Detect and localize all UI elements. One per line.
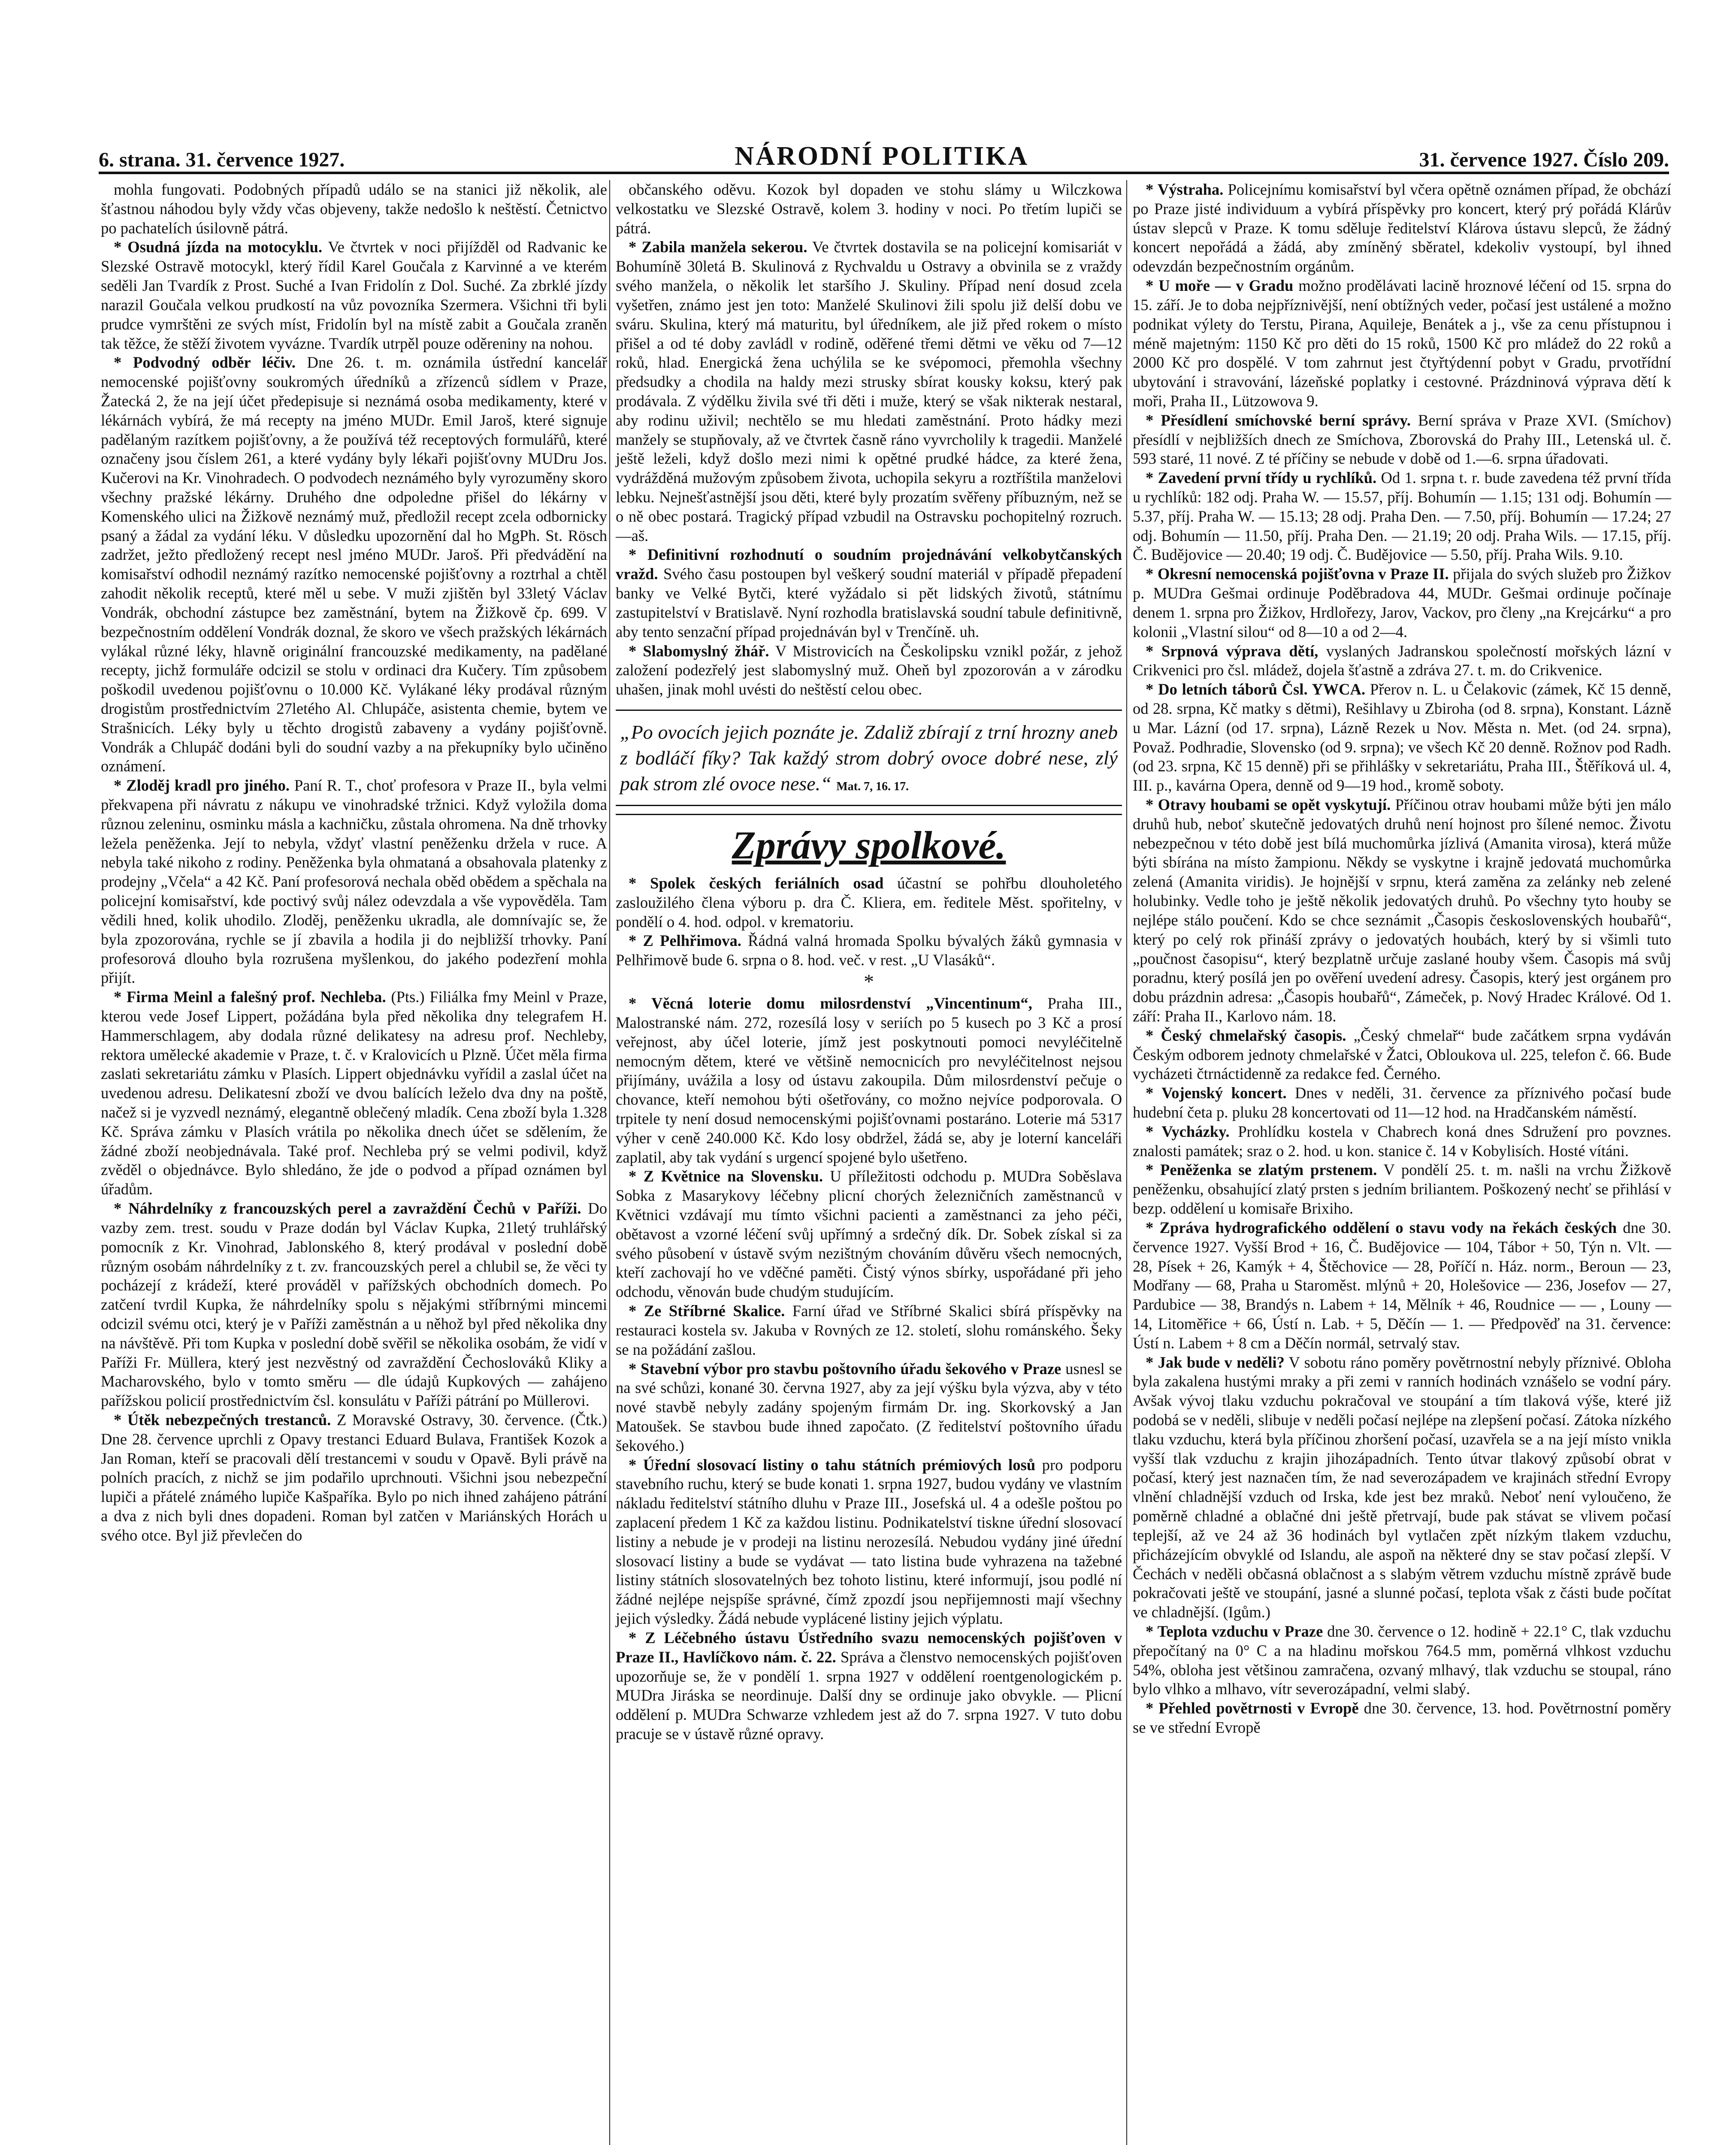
article [616, 238, 1122, 545]
article-heading: * Firma Meinl a falešný prof. Nechleba. [114, 988, 386, 1006]
bible-quote-box [616, 710, 1122, 806]
article-heading: * Z Květnice na Slovensku. [629, 1167, 823, 1185]
article [1133, 1699, 1671, 1737]
article-heading: * Osudná jízda na motocyklu. [114, 238, 322, 256]
paper-name: NÁRODNÍ POLITIKA [735, 142, 1029, 171]
article-heading: * Vojenský koncert. [1146, 1084, 1287, 1102]
article-heading: * Z Pelhřimova. [629, 932, 741, 950]
article-heading: * Zabila manžela sekerou. [629, 238, 808, 256]
column-2 [616, 180, 1122, 2145]
article-heading: * Výstraha. [1146, 181, 1224, 198]
article-heading: * Peněženka se zlatým prstenem. [1146, 1161, 1377, 1179]
article-heading: * Stavební výbor pro stavbu poštovního úřadu šekového v Praze [629, 1360, 1062, 1378]
article-heading: * Útěk nebezpečných trestanců. [114, 1411, 331, 1429]
article-text: Správa a členstvo nemocenských pojišťoven upozorňuje se, že v pondělí 1. srpna 1927 v oddělení roentgenologickém p. MUDra Jiráska se neordinuje. Další dny se ordinuje jako obvykle. — Plicní oddělení p. MUDra Schwarze vzhledem jest až do 7. srpna 1927. V tuto dobu pracuje se v ústavě různé opravy. [616, 1648, 1122, 1743]
article-text: V sobotu ráno poměry povětrnostní nebyly příznivé. Obloha byla zakalena hustými mraky a při zemi v ranních hodinách vznášelo se vodní páry. Avšak vývoj tlaku vzduchu pokračoval ve stoupání a tím tlaková výše, které již podobá se v neděli, slibuje v neděli počasí nejlépe na zlepšení počasí. Zátoka nízkého tlaku vzduchu, která byla příčinou zhoršení počasí, uzavřela se a na její místo vnikla vyšší tlak vzduchu z krajin jihozápadních. Tento útvar tlakový způsobí obrat v počasí, který jest naznačen tím, že nad severozápadem ve krajinách střední Evropy vlnění chladnější vzduch od Irska, kde jest bez mraků. Neboť není vyloučeno, že poměrně chladné a oblačné dni ještě přetrvají, bude pak stávat se vlivem počasí teplejší, až ve 24 až 36 hodinách byl vytlačen zpět nízkým tlakem vzduchu, přicházejícím obvyklé od Islandu, ale aspoň na některé dny se stav počasí zlepší. V Čechách v neděli občasná oblačnost a s slabým větrem vzduchu místně zprávě bude pokračovati ještě ve stoupání, jasné a slunné počasí, teplota však z části bude počítat ve chladnější. (Igům.) [1133, 1353, 1671, 1621]
article [1133, 276, 1671, 411]
article [1133, 1353, 1671, 1622]
article-text: Příčinou otrav houbami může býti jen málo druhů hub, neboť skutečně jedovatých druhů není hojnost pro šílené nemoc. Životu nebezpečnou v této době jest bílá muchomůrka jízlivá (Amanita virosa), která může býti sbírána na místo žampionu. Někdy se vyskytne i krajně jedovatá muchomůrka zelená (Amanita viridis). Je hojnější v srpnu, která zaměna za zelánky neb zelené holubinky. Vedle toho je ještě několik jedovatých druhů. Po všechny tyto houby se nejlépe stálo poučení. Kdo se chce seznámit „Časopis československých houbařů“, který po celý rok přináší zprávy o jedovatých houbách, který by si všimli tuto „poučnost časopisu“, který bezplatně určuje zaslané houby všem. Časopis má svůj poradnu, který posílá jen po ověření uvedení adresy. Časopis, který jest orgánem pro dobu prázdnin adresa: „Časopis houbařů“, Zámeček, p. Nový Hradec Králové. Od 1. září: Praha II., Karlovo nám. 18. [1133, 796, 1671, 1025]
article-text: Přerov n. L. u Čelakovic (zámek, Kč 15 denně, od 28. srpna, Kč matky s dětmi), Rešihlavy u Zbiroha (od 8. srpna), Konstant. Lázně u Mar. Lázní (od 17. srpna), Lázně Rezek u Nov. Města n. Met. (od 24. srpna), Považ. Podhradie, Slovensko (od 9. srpna); ve všech Kč 20 denně. Rožnov pod Radh. (od 23. srpna, Kč 15 denně) při se přihlášky v sekretariátu, Praha III., Štěříková ul. 4, III. p., kavárna Opera, denně od 9—19 hod., kromě soboty. [1133, 680, 1671, 795]
article-heading: * Ze Stříbrné Skalice. [629, 1302, 785, 1320]
article [1133, 1622, 1671, 1699]
article-text: Od 1. srpna t. r. bude zavedena též první třída u rychlíků: 182 odj. Praha W. — 15.57, příj. Bohumín — 1.15; 131 odj. Bohumín — 5.37, příj. Praha W. — 15.13; 28 odj. Praha Den. — 7.50, příj. Bohumín — 17.24; 27 odj. Bohumín — 11.50, příj. Praha Den. — 21.19; 20 odj. Praha Wils. — 17.15, příj. Č. Budějovice — 20.40; 19 odj. Č. Budějovice — 5.50, příj. Praha Wils. 9.10. [1133, 469, 1671, 564]
article-heading: * Slabomyslný žhář. [629, 642, 769, 660]
page-label: 6. strana. 31. července 1927. [99, 148, 345, 171]
article [101, 776, 607, 988]
article [1133, 642, 1671, 680]
article-text: usnesl se na své schůzi, konané 30. června 1927, aby za její výšku byla výzva, aby v této nové stavbě nebyly zadány spojeným firmám Dr. ing. Skorkovský a Jan Matoušek. Se stavbou bude ihned započato. (Z ředitelství poštovního úřadu šekového.) [616, 1360, 1122, 1454]
article-heading: * Zavedení první třídy u rychlíků. [1146, 469, 1377, 487]
article [616, 1456, 1122, 1628]
article-text: Paní R. T., choť profesora v Praze II., byla velmi překvapena při návratu z nákupu ve vinohradské tržnici. Když vyložila doma různou zeleninu, osminku másla a kachničku, zůstala ohromena. Na dně trhovky ležela peněženka. Její to nebyla, vždyť vlastní peněženku držela v ruce. A nebyla také nikoho z rodiny. Peněženka byla ohmataná a obsahovala platenky z prodejny „Včela“ a 42 Kč. Paní profesorová nechala oběd obědem a spěchala na policejní komisařství, kde poctivý svůj nález odevzdala a vše vypověděla. Tam vědili hned, kolik uhodilo. Zloděj, peněženku ukradla, ale domnívajíc se, že byla zpozorována, rychle se jí zbavila a hodila ji do nejbližší trhovky. Paní profesorová dlouho byla rozrušena myšlenkou, do jakého podezření mohla přijít. [101, 776, 607, 987]
article [616, 994, 1122, 1167]
article [1133, 1084, 1671, 1122]
article [1133, 1026, 1671, 1084]
article [1133, 565, 1671, 641]
article-text: Dne 26. t. m. oznámila ústřední kancelář nemocenské pojišťovny soukromých úředníků a zřízenců sídlem v Praze, Žatecká 2, že na její účet předepisuje si neznámá osoba medikamenty, které v lékárnách vybírá, že má recepty na jméno MUDr. Emil Jaroš, které signuje padělaným razítkem pojišťovny, a že používá též receptových formulářů, které označeny jsou číslem 261, a které vydány byly lékaři pojišťovny MUDru Jos. Kučerovi na Kr. Vinohradech. O podvodech neznámého byly vyrozuměny skoro všechny pražské lékárny. Druhého dne odpoledne přišel do lékárny v Komenského ulici na Žižkově neznámý muž, předložil recept zcela odbornicky psaný a žádal za vydání léku. V důsledku upozornění dal ho MgPh. St. Rösch zadržet, ježto předložený recept nesl jméno MUDr. Jaroš. Při předvádění na komisařství odhodil neznámý razítko nemocenské pojišťovny a roztrhal a chtěl zahodit několik receptů, které měl u sebe. V muži zjištěn byl 33letý Václav Vondrák, obchodní zástupce bez zaměstnání, bytem na Žižkově čp. 699. V bezpečnostním oddělení Vondrák doznal, že skoro ve všech pražských lékárnách vylákal různé léky, hlavně originální francouzské medikamenty, na padělané recepty, jichž formuláře odcizil se stolu v ordinaci dra Kučery. Tím způsobem poškodil uvedenou pojišťovnu o 10.000 Kč. Vylákané léky prodával různým drogistům prostřednictvím 27letého Al. Chlupáče, asistenta chemie, bytem ve Strašnicích. Léky byly u těchto drogistů zabaveny a vydány pojišťovně. Vondrák a Chlupáč dodáni byli do soudní vazby a na překupníky bylo učiněno oznámení. [101, 353, 608, 775]
article-text: V pondělí 25. t. m. našli na vrchu Žižkově peněženku, obsahující zlatý prsten s jedním briliantem. Poškozený nechť se přihlásí v bezp. oddělení u komisaře Brixiho. [1133, 1161, 1671, 1218]
article-text: vyslaných Jadranskou společností mořských lázní v Crikvenici pro čsl. mládež, dojela šťastně a zdráva 27. t. m. do Crikvenice. [1133, 642, 1671, 679]
column-3 [1133, 180, 1671, 2145]
article [101, 353, 607, 776]
article-heading: * Věcná loterie domu milosrdenství „Vincentinum“, [629, 994, 1032, 1012]
article-text: možno prodělávati lacině hroznové léčení od 15. srpna do 15. září. Je to doba nejpříznivější, není obtížných veder, počasí jest ustálené a možno podnikat výlety do Terstu, Pirana, Aquileje, Benátek a j., vše za cenu přístupnou i méně majetným: 1150 Kč pro děti do 15 roků, 1500 Kč pro mládež do 22 roků a 2000 Kč pro dospělé. V tom zahrnut jest čtyřtýdenní pobyt v Gradu, prvotřídní ubytování i stravování, lázeňské poplatky i cestovné. Prázdninová výprava dětí k moři, Praha II., Lützowova 9. [1133, 277, 1671, 410]
article-heading: * Okresní nemocenská pojišťovna v Praze II. [1146, 565, 1449, 583]
article [101, 180, 607, 238]
article-text: Ve čtvrtek v noci přijížděl od Radvanic ke Slezské Ostravě motocykl, který řídil Karel Goučala z Karvinné a ve kterém seděli Jan Tvardík z Prost. Suché a Ivan Fridolín z Dol. Suché. Za zbrklé jízdy narazil Goučala velkou prudkostí na vůz povozníka Szermera. Všichni tři byli prudce vymrštěni ze svých míst, Fridolín byl na místě zabit a Goučala zraněn tak těžce, že stěží životem vyvázne. Tvardík utrpěl pouze oděreniny na nohou. [101, 238, 607, 352]
article-text: Berní správa v Praze XVI. (Smíchov) přesídlí v nejbližších dnech ze Smíchova, Zborovská do Prahy III., Letenská ul. č. 593 staré, 11 nové. Z té příčiny se nebude v době od 1.—6. srpna úřadovati. [1133, 411, 1671, 468]
article-heading: * Úřední slosovací listiny o tahu státních prémiových losů [629, 1456, 1036, 1474]
article-heading: * Zloděj kradl pro jiného. [114, 776, 290, 795]
article [1133, 795, 1671, 1026]
article-text: Farní úřad ve Stříbrné Skalici sbírá příspěvky na restauraci kostela sv. Jakuba v Rovných ze 12. století, slohu románského. Šeky se na požádání zašlou. [616, 1302, 1122, 1358]
article-text: dne 30. července, 13. hod. Povětrnostní poměry se ve střední Evropě [1133, 1699, 1671, 1736]
article [616, 1167, 1122, 1302]
quote-text: „Po ovocích jejich poznáte je. Zdaliž zbírají z trní hrozny aneb z bodláčí fíky? Tak každý strom dobrý ovoce dobré nese, zlý pak strom zlé ovoce nese.“ [620, 721, 1118, 795]
article-heading: * Otravy houbami se opět vyskytují. [1146, 796, 1391, 813]
article [616, 180, 1122, 238]
article-heading: * Teplota vzduchu v Praze [1146, 1622, 1323, 1640]
article [1133, 1160, 1671, 1218]
article-heading: * Náhrdelníky z francouzských perel a zavraždění Čechů v Paříži. [114, 1199, 581, 1218]
article-text: Ve čtvrtek dostavila se na policejní komisariát v Bohumíně 30letá B. Skulinová z Rychvaldu u Ostravy a obvinila se z vraždy svého manžela, o několik let staršího J. Skuliny. Případ není dosud zcela vyšetřen, známo jest jen toto: Manželé Skulinovi žili spolu již delší dobu ve sváru. Skulina, který má maturitu, byl úředníkem, ale již před rokem o místo přišel a od té doby zavládl v rodině, oděřené třemi dětmi ve věku od 7—12 roků, hlad. Energická žena uchýlila se ke svépomoci, přemohla všechny předsudky a chodila na haldy mezi strusky sbírat kousky koksu, který pak prodávala. Z výdělku živila své tři děti i muže, který se však nikterak nestaral, aby rodinu uživil; nechtělo se mu hledati zaměstnání. Proto hádky mezi manžely se stupňovaly, až ve čtvrtek časně ráno vyvrcholily k tragedii. Manželé ještě leželi, když došlo mezi nimi k opětné prudké hádce, za které žena, vydrážděná mužovým způsobem života, uchopila sekyru a roztříštila manželovi lebku. Nejnešťastnější jsou děti, které byly prozatím svěřeny příbuzným, než se o ně obec postará. Tragický případ vzbudil na Ostravsku pochopitelný rozruch. —aš. [616, 238, 1122, 544]
section-title: Zprávy spolkové. [616, 814, 1122, 870]
article [616, 1302, 1122, 1359]
article-heading: * Spolek českých feriálních osad [629, 874, 884, 892]
article [1133, 1122, 1671, 1161]
article-text: Do vazby zem. trest. soudu v Praze dodán byl Václav Kupka, 21letý truhlářský pomocník z Kr. Vinohrad, Jablonského 8, který prodával v poslední době různým osobám náhrdelníky z t. zv. francouzských perel a chlubil se, že věci ty pocházejí z krádeží, které prováděl v pařížských obchodních domech. Po zatčení tvrdil Kupka, že náhrdelníky spolu s nějakými stříbrnými mincemi odcizil svému otci, který je v Paříži zaměstnán a u něhož byl před několika dny na návštěvě. Při tom Kupka v poslední době svěřil se několika osobám, že vidí v Paříži Fr. Müllera, který jest nezvěstný od zavraždění Čechoslováků Kliky a Macharovského, bylo v tomto směru — dle údajů Kupkových — zahájeno pařížskou policií prostřednictvím čsl. konsulátu v Paříži pátrání po Müllerovi. [101, 1199, 607, 1410]
article-text: Řádná valná hromada Spolku bývalých žáků gymnasia v Pelhřimově bude 6. srpna o 8. hod. več. v rest. „U Vlasáků“. [616, 932, 1122, 969]
article-heading: * Český chmelařský časopis. [1146, 1026, 1346, 1044]
article [101, 1411, 607, 1545]
article [1133, 680, 1671, 795]
article-text: V Mistrovicích na Českolipsku vznikl požár, z jehož založení podezřelý jest slabomyslný muž. Oheň byl zpozorován a v zárodku uhašen, jinak mohl uvésti do neštěstí celou obec. [616, 642, 1122, 698]
article-heading: * Zpráva hydrografického oddělení o stavu vody na řekách českých [1146, 1218, 1617, 1236]
article-heading: * Přehled povětrnosti v Evropě [1146, 1699, 1359, 1717]
masthead [99, 142, 1669, 174]
article [101, 238, 607, 353]
article [101, 988, 607, 1199]
column-divider [609, 180, 610, 2145]
article [616, 1360, 1122, 1456]
article-heading: * U moře — v Gradu [1146, 277, 1294, 295]
article [101, 1199, 607, 1411]
article-text: U příležitosti odchodu p. MUDra Soběslava Sobka z Masarykovy léčebny plicní chorých železničních zaměstnanců v Květnici vzdávají mu tímto všichni pacienti a zaměstnanci za jeho péči, obětavost a vzorné léčení svůj upřímný a srdečný dík. Dr. Sobek získal si za svého působení v ústavě svým nezištným chováním důvěru všech nemocných, kteří zachovají ho ve vděčné paměti. Čistý výnos sbírky, uspořádané při jeho odchodu, věnován bude chudým studujícím. [616, 1167, 1122, 1301]
article-text: mohla fungovati. Podobných případů událo se na stanici již několik, ale šťastnou náhodou byly vždy včas objeveny, takže nedošlo k neštěstí. Četnictvo po pachatelích úsilovně pátrá. [101, 181, 607, 237]
article-text: dne 30. července o 12. hodině + 22.1° C, tlak vzduchu přepočítaný na 0° C a na hladinu mořskou 764.5 mm, poměrná vlhkost vzduchu 54%, obloha jest většinou zamračena, ozvaný mlhavý, tlak vzduchu se stoupal, ráno bylo vlhko a mlhavo, vítr severozápadní, velmi slabý. [1133, 1622, 1671, 1698]
article-heading: * Podvodný odběr léčiv. [114, 353, 296, 372]
article-text: dne 30. července 1927. Vyšší Brod + 16, Č. Budějovice — 104, Tábor + 50, Týn n. Vlt. — 28, Písek + 26, Kamýk + 4, Štěchovice — 28, Poříčí n. Ház. norm., Beroun — 23, Modřany — 68, Praha u Staroměst. mlýnů + 20, Holešovice — 236, Josefov — 27, Pardubice — 38, Brandýs n. Labem + 14, Mělník + 46, Roudnice — — , Louny — 14, Litoměřice + 66, Ústí n. Lab. + 5, Děčín — 1. — Předpověď na 31. července: Ústí n. Labem + 8 cm a Děčín normál, setrvalý stav. [1133, 1218, 1671, 1352]
article-text: přijala do svých služeb pro Žižkov p. MUDra Gešmai ordinuje Poděbradova 44, MUDr. Gešmai ordinuje počínaje denem 1. srpna pro Žižkov, Hrdlořezy, Jarov, Vackov, pro členy „na Krejcárku“ a pro kolonii „Vlastní silou“ od 8—10 a od 2—4. [1133, 565, 1671, 640]
article-heading: * Vycházky. [1146, 1122, 1230, 1140]
article-heading: * Přesídlení smíchovské berní správy. [1146, 411, 1411, 429]
article-text: pro podporu stavebního ruchu, který se bude konati 1. srpna 1927, budou vydány ve vlastním nákladu ředitelství státního dluhu v Praze III., Josefská ul. 4 a odešle poštou po zaplacení předem 1 Kč za každou listinu. Podnikatelství tiskne úřední slosovací listiny a nebude je v prodeji na listinu nerozesílá. Nebudou vydány jiné úřední slosovací listiny a bude se vydávat — tato listina bude vyhrazena na tažebné listiny státních slosovatelných bez tohoto listinu, které informují, jsou podlé ní žádné nejlépe nejspíše správné, čímž zpozdí jsou nepřijemnosti mají všechny jejich výsledky. Žádá nebude vyplácené listiny jejich výplatu. [616, 1456, 1122, 1628]
article-text: Svého času postoupen byl veškerý soudní materiál v případě přepadení banky ve Velké Bytči, které vyžádalo si pět lidských životů, státnímu zastupitelství v Bratislavě. Nyní rozhodla bratislavská soudní tabule definitivně, aby tento senzační případ projednáván byl v Trenčíně. uh. [616, 565, 1122, 640]
article-text: Z Moravské Ostravy, 30. července. (Čtk.) Dne 28. července uprchli z Opavy trestanci Eduard Bulava, František Kozok a Jan Roman, kteří se pracovali dělí trestancemi v soudu v Opavě. Byli právě na polních pracích, z nichž se jim podařilo uprchnouti. Všichni jsou nebezpeční lupiči a přátelé známého lupiče Kašpaříka. Bylo po nich ihned zahájeno pátrání a dva z nich byli dnes dopadeni. Roman byl zatčen v Mariánských Horách u svého otce. Byl již převlečen do [101, 1411, 607, 1544]
article-heading: * Definitivní rozhodnutí o soudním projednávání velkobytčanských vražd. [616, 546, 1122, 583]
article-text: Policejnímu komisařství byl včera opětně oznámen případ, že obchází po Praze jisté individuum a vybírá příspěvky pro koncert, který prý pořádá Klárův ústav slepců v Praze. K tomu sděluje ředitelství Klárova ústavu slepců, že žádný koncert nepořádá a žádá, aby zmíněný sběratel, kdekoliv vystoupí, byl ihned odevzdán bezpečnostním orgánům. [1133, 181, 1671, 275]
article-text: účastní se pohřbu dlouholetého zasloužilého člena výboru p. dra Č. Kliera, em. ředitele Měst. spořitelny, v pondělí o 4. hod. odpol. v krematoriu. [616, 874, 1122, 931]
article [1133, 1218, 1671, 1353]
issue-label: 31. července 1927. Číslo 209. [1419, 148, 1669, 171]
article [1133, 180, 1671, 276]
article-heading: * Do letních táborů Čsl. YWCA. [1146, 680, 1366, 698]
article-text: „Český chmelař“ bude začátkem srpna vydáván Českým odborem jednoty chmelařské v Žatci, Obloukova ul. 225, telefon č. 66. Bude vycházeti čtrnáctidenně za redakce fed. Černého. [1133, 1026, 1671, 1083]
article [616, 874, 1122, 931]
article-heading: * Srpnová výprava dětí, [1146, 642, 1319, 660]
article-text: (Pts.) Filiálka fmy Meinl v Praze, kterou vede Josef Lippert, požádána byla před několika dny telegrafem H. Hammerschlagem, aby dodala různé delikatesy na adresu prof. Nechleby, rektora umělecké akademie v Praze, t. č. v Kralovicích u Plzně. Účet měla firma zaslati sekretariátu zámku v Plasích. Lippert objednávku vyřídil a zaslal účet na uvedenou adresu. Delikatesní zboží ve dvou balících leželo dva dny na poště, načež si je vyzvedl neznámý, elegantně oblečený mladík. Cena zboží byla 1.328 Kč. Správa zámku v Plasích vrátila po několika dnech účet se sdělením, že žádné zboží neobjednávala. Také prof. Nechleba prý se velmi podivil, když zvěděl o objednávce. Bylo shledáno, že jde o podvod a případ oznámen byl úřadům. [101, 988, 607, 1198]
column-divider [1126, 180, 1127, 2145]
article [616, 1628, 1122, 1744]
article-text: Dnes v neděli, 31. července za příznivého počasí bude hudební četa p. pluku 28 koncertovati od 11—12 hod. na Hradčanském náměstí. [1133, 1084, 1671, 1121]
article [1133, 411, 1671, 468]
asterisk-separator: * [864, 970, 874, 994]
column-1 [101, 180, 607, 2145]
article-text: Prohlídku kostela v Chabrech koná dnes Sdružení pro povznes. znalosti památek; sraz o 2. hod. u kon. stanice č. 14 v Kobylisích. Hosté vítáni. [1133, 1122, 1671, 1160]
article-text: občanského oděvu. Kozok byl dopaden ve stohu slámy u Wilczkowa velkostatku ve Slezské Ostravě, kolem 3. hodiny v noci. Po třetím lupiči se pátrá. [616, 181, 1122, 237]
article [616, 545, 1122, 641]
article-heading: * Z Léčebného ústavu Ústředního svazu nemocenských pojišťoven v Praze II., Havlíčkovo nám. č. 22. [616, 1628, 1122, 1666]
article-heading: * Jak bude v neděli? [1146, 1353, 1285, 1371]
article-text: Praha III., Malostranské nám. 272, rozesílá losy v seriích po 5 kusech po 3 Kč a prosí veřejnost, aby účel loterie, jímž jest poskytnouti pomoci nevyléčitelně nemocným dětem, které ve většině nemocnicích pro nevyléčitelnost nejsou přijímány, uvážila a losy od ústavu zakoupila. Dům milosrdenství pečuje o chovance, kteří nemohou býti ošetřovány, co možno nejvíce podporovala. O trpitele ty není dosud nemocenskými pojišťovnami postaráno. Loterie má 5317 výher v ceně 240.000 Kč. Kdo losy obdržel, žádá se, aby je loterní kanceláři zaplatil, aby tak vydání s urgencí spojené bylo ušetřeno. [616, 994, 1122, 1166]
article [1133, 468, 1671, 565]
quote-reference: Mat. 7, 16. 17. [836, 779, 909, 793]
article [616, 931, 1122, 970]
article [616, 642, 1122, 699]
